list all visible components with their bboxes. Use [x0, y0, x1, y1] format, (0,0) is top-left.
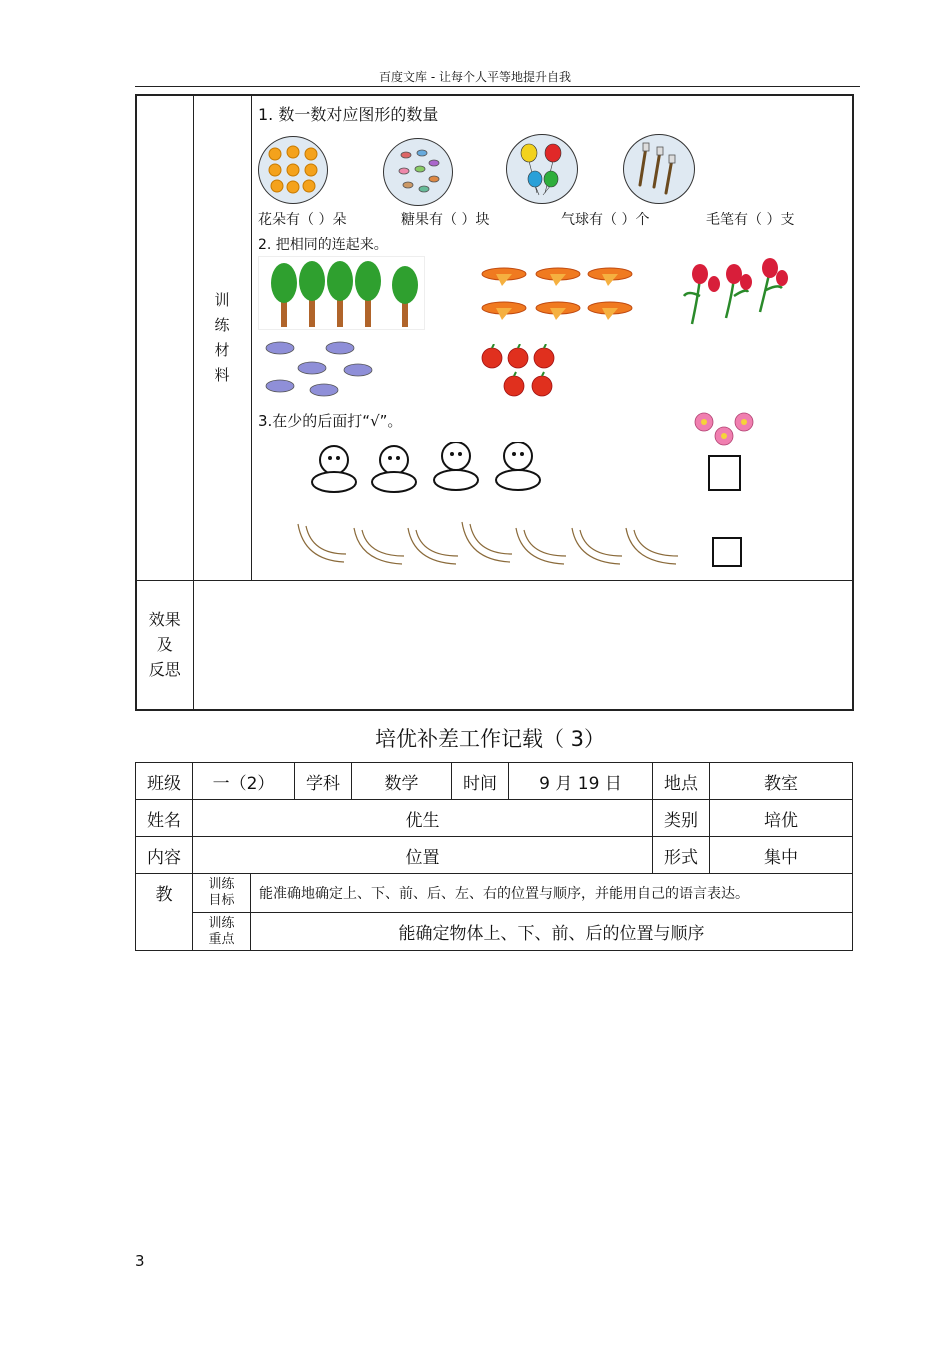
- focus-value: 能确定物体上、下、前、后的位置与顺序: [251, 913, 853, 951]
- effect-label-cell: 效果 及 反思: [136, 580, 193, 710]
- focus-label: 训练 重点: [193, 913, 251, 951]
- side-label-cell: [193, 95, 251, 580]
- q2-title: 2. 把相同的连起来。: [258, 237, 388, 253]
- form-value: 集中: [710, 837, 853, 874]
- q3-title: 3.在少的后面打“√”。: [258, 412, 403, 430]
- monkeys-image: [304, 442, 548, 494]
- q1-item-candies: 糖果有（ ）块: [401, 212, 490, 228]
- goal-label: 训练 目标: [193, 874, 251, 913]
- pink-flowers-image: [692, 410, 756, 448]
- time-label: 时间: [452, 763, 509, 800]
- teach-label: 教: [136, 874, 193, 951]
- record-title: 培优补差工作记载（ 3）: [374, 727, 606, 751]
- class-value: 一（2）: [193, 763, 295, 800]
- q1-item-flowers: 花朵有（ ）朵: [258, 212, 347, 228]
- banana-icon: [294, 516, 682, 568]
- bird-icon: [262, 336, 382, 400]
- class-label: 班级: [136, 763, 193, 800]
- type-label: 类别: [653, 800, 710, 837]
- goal-value: 能准确地确定上、下、前、后、左、右的位置与顺序，并能用自己的语言表达。: [251, 874, 853, 913]
- subject-value: 数学: [352, 763, 452, 800]
- apples-image: [478, 344, 558, 400]
- checkbox-monkeys[interactable]: [708, 455, 741, 491]
- trees-image: [258, 256, 425, 330]
- blank-left-cell: [136, 95, 193, 580]
- q1-title: 1. 数一数对应图形的数量: [258, 105, 439, 124]
- content-value: 位置: [193, 837, 653, 874]
- content-label: 内容: [136, 837, 193, 874]
- form-label: 形式: [653, 837, 710, 874]
- flower-icon: [259, 137, 327, 203]
- name-label: 姓名: [136, 800, 193, 837]
- birds-image: [262, 336, 382, 400]
- header-rule: [135, 86, 860, 87]
- time-value: 9 月 19 日: [509, 763, 653, 800]
- pink-flower-icon: [692, 410, 756, 448]
- training-materials-table: [135, 94, 854, 711]
- tulips-image: [678, 256, 794, 328]
- place-value: 教室: [710, 763, 853, 800]
- page-number: 3: [135, 1252, 145, 1270]
- record-table: [135, 762, 853, 951]
- tree-icon: [259, 257, 424, 329]
- bananas-image: [294, 516, 682, 568]
- candies-image: [383, 138, 453, 206]
- subject-label: 学科: [295, 763, 352, 800]
- balloon-icon: [507, 135, 577, 203]
- name-value: 优生: [193, 800, 653, 837]
- balloons-image: [506, 134, 578, 204]
- monkey-icon: [304, 442, 548, 494]
- flowers-image: [258, 136, 328, 204]
- place-label: 地点: [653, 763, 710, 800]
- q1-item-brushes: 毛笔有（ ）支: [706, 212, 795, 228]
- q1-item-balloons: 气球有（ ）个: [561, 212, 650, 228]
- tulip-icon: [678, 256, 794, 328]
- brush-icon: [624, 135, 694, 203]
- plane-icon: [478, 258, 638, 336]
- effect-content-cell: [193, 580, 853, 710]
- candy-icon: [384, 139, 452, 205]
- brushes-image: [623, 134, 695, 204]
- side-label: 训 练 材 料: [214, 290, 230, 384]
- planes-image: [478, 258, 638, 336]
- apple-icon: [478, 344, 558, 400]
- checkbox-bananas[interactable]: [712, 537, 742, 567]
- page-header: 百度文库 - 让每个人平等地提升自我: [379, 70, 571, 84]
- type-value: 培优: [710, 800, 853, 837]
